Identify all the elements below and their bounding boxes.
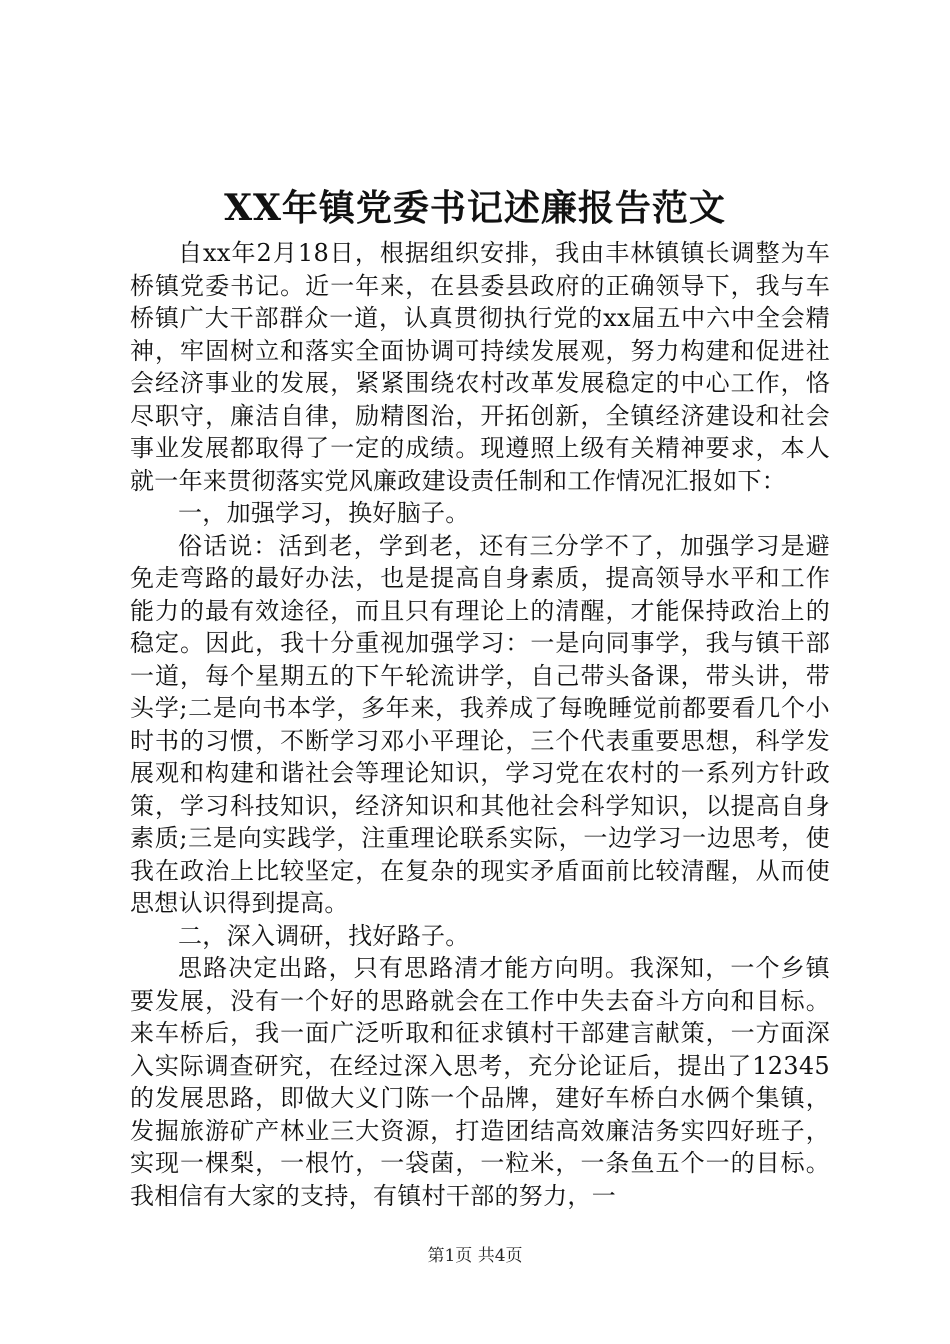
document-title: XX年镇党委书记述廉报告范文 — [224, 187, 726, 229]
heading-section-2: 二，深入调研，找好路子。 — [178, 921, 470, 950]
paragraph-section-2: 思路决定出路，只有思路清才能方向明。我深知，一个乡镇要发展，没有一个好的思路就会在工作中失去奋斗方向和目标。来车桥后，我一面广泛听取和征求镇村干部建言献策，一方面深入实际调查研究，在经过深入思考，充分论证后，提出了12345的发展思路，即做大义门陈一个品牌，建好车桥白水俩个集镇，发掘旅游矿产林业三大资源，打造团结高效廉洁务实四好班子，实现一棵梨，一根竹，一袋菌，一粒米，一条鱼五个一的目标。我相信有大家的支持，有镇村干部的努力，一 — [130, 954, 830, 1210]
heading-section-1: 一，加强学习，换好脑子。 — [178, 499, 470, 527]
page-number-footer: 第1页 共4页 — [427, 1246, 523, 1266]
paragraph-intro: 自xx年2月18日，根据组织安排，我由丰林镇镇长调整为车桥镇党委书记。近一年来，在县委县政府的正确领导下，我与车桥镇广大干部群众一道，认真贯彻执行党的xx届五中六中全会精神，牢固树立和落实全面协调可持续发展观，努力构建和促进社会经济事业的发展，紧紧围绕农村改革发展稳定的中心工作，恪尽职守，廉洁自律，励精图治，开拓创新，全镇经济建设和社会事业发展都取得了一定的成绩。现遵照上级有关精神要求，本人就一年来贯彻落实党风廉政建设责任制和工作情况汇报如下： — [130, 239, 830, 495]
document-body — [130, 237, 830, 1212]
paragraph-section-1: 俗话说：活到老，学到老，还有三分学不了，加强学习是避免走弯路的最好办法，也是提高自身素质，提高领导水平和工作能力的最有效途径，而且只有理论上的清醒，才能保持政治上的稳定。因此，我十分重视加强学习：一是向同事学，我与镇干部一道，每个星期五的下午轮流讲学，自己带头备课，带头讲，带头学;二是向书本学，多年来，我养成了每晚睡觉前都要看几个小时书的习惯，不断学习邓小平理论，三个代表重要思想，科学发展观和构建和谐社会等理论知识，学习党在农村的一系列方针政策，学习科技知识，经济知识和其他社会科学知识，以提高自身素质;三是向实践学，注重理论联系实际，一边学习一边思考，使我在政治上比较坚定，在复杂的现实矛盾面前比较清醒，从而使思想认识得到提高。 — [130, 531, 830, 917]
